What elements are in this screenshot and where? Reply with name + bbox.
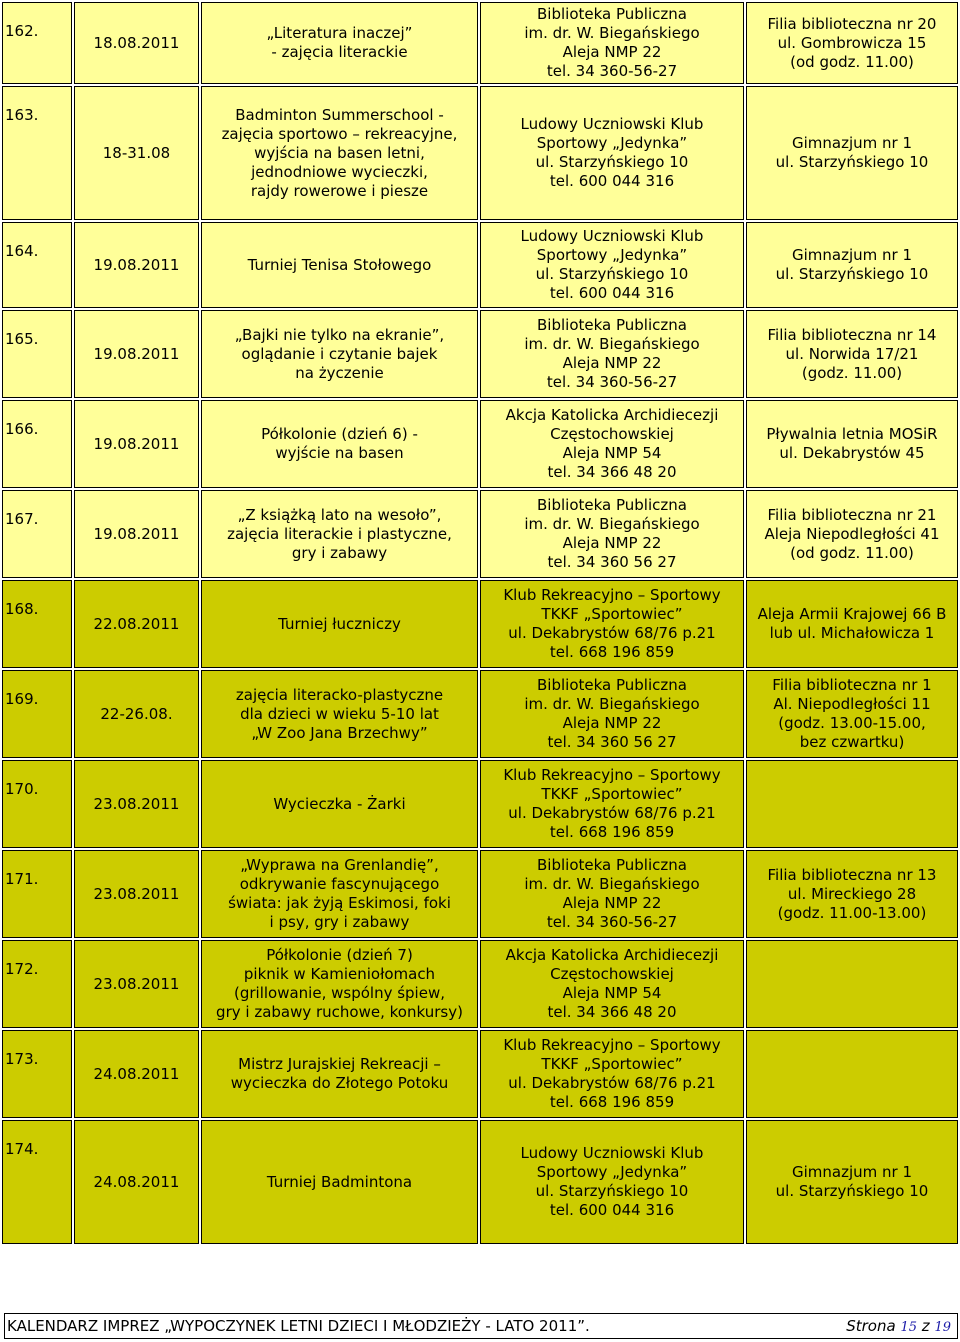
organizer-line: tel. 34 366 48 20 [547,463,677,481]
organizer-info [480,490,744,578]
organizer-line: Biblioteka Publiczna [537,316,687,334]
organizer-line: Ludowy Uczniowski Klub [520,115,704,133]
place-line: bez czwartku) [799,733,905,751]
event-line: Turniej Badmintona [266,1172,413,1191]
event-line: „Literatura inaczej” [266,24,413,42]
organizer-line: im. dr. W. Biegańskiego [524,24,700,42]
organizer-line: Aleja NMP 22 [562,534,662,552]
place-line: lub ul. Michałowicza 1 [769,624,935,642]
page-counter [846,1317,951,1335]
page-total: 19 [934,1320,951,1335]
footer-title: KALENDARZ IMPREZ „WYPOCZYNEK LETNI DZIECI I MŁODZIEŻY - LATO 2011”. [7,1317,590,1335]
organizer-line: TKKF „Sportowiec” [541,1055,683,1073]
table-row [2,2,958,84]
event-date: 22.08.2011 [74,580,199,668]
organizer-line: im. dr. W. Biegańskiego [524,335,700,353]
event-line: jednodniowe wycieczki, [251,162,428,181]
table-row [2,310,958,398]
organizer-line: Biblioteka Publiczna [537,856,687,874]
organizer-line: tel. 34 360 56 27 [547,553,677,571]
event-line: Badminton Summerschool - [235,105,444,124]
event-date: 23.08.2011 [74,940,199,1028]
event-line: odkrywanie fascynującego [239,875,440,893]
organizer-info [480,400,744,488]
event-line: „Wyprawa na Grenlandię”, [240,856,439,874]
row-number: 173. [2,1030,72,1118]
event-date: 18-31.08 [74,86,199,220]
organizer-line: Aleja NMP 22 [562,894,662,912]
venue-info [746,222,958,308]
event-line: oglądanie i czytanie bajek [241,344,438,363]
event-line: Półkolonie (dzień 6) - [261,425,418,443]
event-line: wyjście na basen [275,444,404,462]
venue-info [746,400,958,488]
event-description [201,670,478,758]
event-line: Turniej łuczniczy [278,614,401,633]
page-footer [4,1313,958,1339]
event-date: 19.08.2011 [74,490,199,578]
place-line: Filia biblioteczna nr 20 [767,14,937,33]
event-description [201,850,478,938]
organizer-line: Aleja NMP 22 [562,354,662,372]
event-date: 24.08.2011 [74,1120,199,1244]
event-line: „W Zoo Jana Brzechwy” [251,723,428,742]
table-row [2,400,958,488]
venue-info [746,670,958,758]
organizer-line: ul. Dekabrystów 68/76 p.21 [508,804,716,822]
organizer-line: tel. 34 366 48 20 [547,1003,677,1021]
row-number: 165. [2,310,72,398]
event-description [201,1120,478,1244]
organizer-line: tel. 668 196 859 [549,823,675,841]
place-line: Al. Niepodległości 11 [773,695,931,713]
organizer-line: Biblioteka Publiczna [537,676,687,694]
event-description [201,222,478,308]
organizer-line: im. dr. W. Biegańskiego [524,875,700,893]
organizer-line: tel. 600 044 316 [549,1201,675,1219]
page-number: 15 [900,1320,918,1335]
organizer-line: Aleja NMP 54 [562,444,662,462]
row-number: 166. [2,400,72,488]
place-line: (godz. 13.00-15.00, [778,714,926,732]
event-line: - zajęcia literackie [271,43,408,61]
event-line: zajęcia literackie i plastyczne, [227,524,452,543]
organizer-line: tel. 668 196 859 [549,643,675,661]
place-line: (od godz. 11.00) [790,543,914,562]
place-line: Filia biblioteczna nr 13 [767,865,937,884]
event-line: wycieczka do Złotego Potoku [230,1074,449,1092]
organizer-info [480,760,744,848]
organizer-line: Akcja Katolicka Archidiecezji [505,946,719,964]
page-of: z [921,1317,930,1335]
event-line: gry i zabawy ruchowe, konkursy) [216,1003,463,1021]
organizer-line: Sportowy „Jedynka” [536,1163,688,1181]
organizer-line: im. dr. W. Biegańskiego [524,695,700,713]
organizer-info [480,580,744,668]
organizer-line: tel. 34 360 56 27 [547,733,677,751]
event-line: Półkolonie (dzień 7) [266,946,413,964]
organizer-line: Klub Rekreacyjno – Sportowy [503,766,721,784]
event-line: (grillowanie, wspólny śpiew, [234,984,445,1002]
place-line: ul. Starzyńskiego 10 [775,153,929,171]
organizer-info [480,670,744,758]
organizer-line: tel. 34 360-56-27 [546,913,678,931]
organizer-line: Biblioteka Publiczna [537,5,687,23]
place-line: Filia biblioteczna nr 1 [772,676,932,694]
event-date: 19.08.2011 [74,310,199,398]
event-description [201,400,478,488]
organizer-info [480,86,744,220]
row-number: 162. [2,2,72,84]
organizer-line: Klub Rekreacyjno – Sportowy [503,1036,721,1054]
venue-info [746,940,958,1028]
organizer-line: Ludowy Uczniowski Klub [520,227,704,245]
event-line: na życzenie [295,363,384,382]
row-number: 168. [2,580,72,668]
event-line: „Z książką lato na wesoło”, [237,505,442,524]
table-row [2,86,958,220]
place-line: Filia biblioteczna nr 21 [767,505,937,524]
organizer-line: ul. Dekabrystów 68/76 p.21 [508,624,716,642]
venue-info [746,2,958,84]
organizer-line: Akcja Katolicka Archidiecezji [505,406,719,424]
event-description [201,760,478,848]
venue-info [746,1120,958,1244]
place-line: ul. Starzyńskiego 10 [775,1182,929,1200]
table-row [2,850,958,938]
event-line: i psy, gry i zabawy [269,913,410,931]
organizer-line: tel. 668 196 859 [549,1093,675,1111]
table-row [2,670,958,758]
organizer-line: Aleja NMP 22 [562,43,662,61]
organizer-line: Sportowy „Jedynka” [536,246,688,264]
organizer-line: tel. 34 360-56-27 [546,373,678,391]
place-line: ul. Dekabrystów 45 [779,444,925,462]
event-line: rajdy rowerowe i piesze [250,181,429,200]
organizer-info [480,2,744,84]
venue-info [746,86,958,220]
venue-info [746,310,958,398]
event-description [201,1030,478,1118]
row-number: 163. [2,86,72,220]
organizer-line: Biblioteka Publiczna [537,496,687,514]
place-line: ul. Norwida 17/21 [785,344,919,363]
organizer-line: ul. Starzyńskiego 10 [535,265,689,283]
organizer-line: Aleja NMP 54 [562,984,662,1002]
place-line: Filia biblioteczna nr 14 [767,325,937,344]
organizer-line: Częstochowskiej [550,425,674,443]
venue-info [746,760,958,848]
table-row [2,580,958,668]
organizer-info [480,940,744,1028]
table-row [2,1030,958,1118]
organizer-line: ul. Dekabrystów 68/76 p.21 [508,1074,716,1092]
event-date: 19.08.2011 [74,400,199,488]
event-date: 23.08.2011 [74,850,199,938]
place-line: Aleja Niepodległości 41 [764,524,940,543]
organizer-info [480,850,744,938]
place-line: (od godz. 11.00) [790,52,914,71]
event-description [201,2,478,84]
place-line: Gimnazjum nr 1 [791,1163,912,1181]
row-number: 167. [2,490,72,578]
event-line: wyjścia na basen letni, [254,143,425,162]
place-line: (godz. 11.00-13.00) [777,903,927,922]
row-number: 169. [2,670,72,758]
organizer-line: ul. Starzyńskiego 10 [535,1182,689,1200]
venue-info [746,850,958,938]
organizer-line: tel. 600 044 316 [549,284,675,302]
organizer-line: Klub Rekreacyjno – Sportowy [503,586,721,604]
event-date: 22-26.08. [74,670,199,758]
row-number: 170. [2,760,72,848]
organizer-line: TKKF „Sportowiec” [541,785,683,803]
place-line: Aleja Armii Krajowej 66 B [757,605,947,623]
venue-info [746,580,958,668]
organizer-info [480,1120,744,1244]
venue-info [746,1030,958,1118]
event-description [201,490,478,578]
event-line: piknik w Kamieniołomach [243,965,436,983]
page-word: Strona [846,1317,896,1335]
organizer-line: Aleja NMP 22 [562,714,662,732]
organizer-line: ul. Starzyńskiego 10 [535,153,689,171]
table-row [2,490,958,578]
place-line: Gimnazjum nr 1 [791,246,912,264]
table-row [2,760,958,848]
event-line: Mistrz Jurajskiej Rekreacji – [238,1055,441,1073]
organizer-info [480,310,744,398]
organizer-line: im. dr. W. Biegańskiego [524,515,700,533]
event-line: zajęcia sportowo – rekreacyjne, [221,124,458,143]
event-line: zajęcia literacko-plastyczne [235,685,444,704]
table-row [2,1120,958,1244]
event-line: Turniej Tenisa Stołowego [247,255,432,274]
venue-info [746,490,958,578]
event-description [201,86,478,220]
organizer-line: tel. 600 044 316 [549,172,675,190]
place-line: Gimnazjum nr 1 [791,134,912,152]
organizer-line: TKKF „Sportowiec” [541,605,683,623]
event-line: dla dzieci w wieku 5-10 lat [240,704,439,723]
organizer-info [480,222,744,308]
event-description [201,310,478,398]
organizer-info [480,1030,744,1118]
event-date: 24.08.2011 [74,1030,199,1118]
row-number: 171. [2,850,72,938]
organizer-line: tel. 34 360-56-27 [546,62,678,80]
event-date: 23.08.2011 [74,760,199,848]
place-line: Pływalnia letnia MOSiR [766,425,938,443]
event-date: 19.08.2011 [74,222,199,308]
row-number: 174. [2,1120,72,1244]
organizer-line: Częstochowskiej [550,965,674,983]
table-row [2,940,958,1028]
event-description [201,940,478,1028]
event-line: Wycieczka - Żarki [273,794,406,813]
event-line: świata: jak żyją Eskimosi, foki [228,894,451,912]
event-date: 18.08.2011 [74,2,199,84]
organizer-line: Ludowy Uczniowski Klub [520,1144,704,1162]
place-line: ul. Mireckiego 28 [787,884,917,903]
event-line: „Bajki nie tylko na ekranie”, [234,325,445,344]
place-line: ul. Gombrowicza 15 [777,33,927,52]
place-line: (godz. 11.00) [801,363,903,382]
row-number: 172. [2,940,72,1028]
table-row [2,222,958,308]
organizer-line: Sportowy „Jedynka” [536,134,688,152]
place-line: ul. Starzyńskiego 10 [775,265,929,283]
row-number: 164. [2,222,72,308]
event-description [201,580,478,668]
event-line: gry i zabawy [291,543,388,562]
